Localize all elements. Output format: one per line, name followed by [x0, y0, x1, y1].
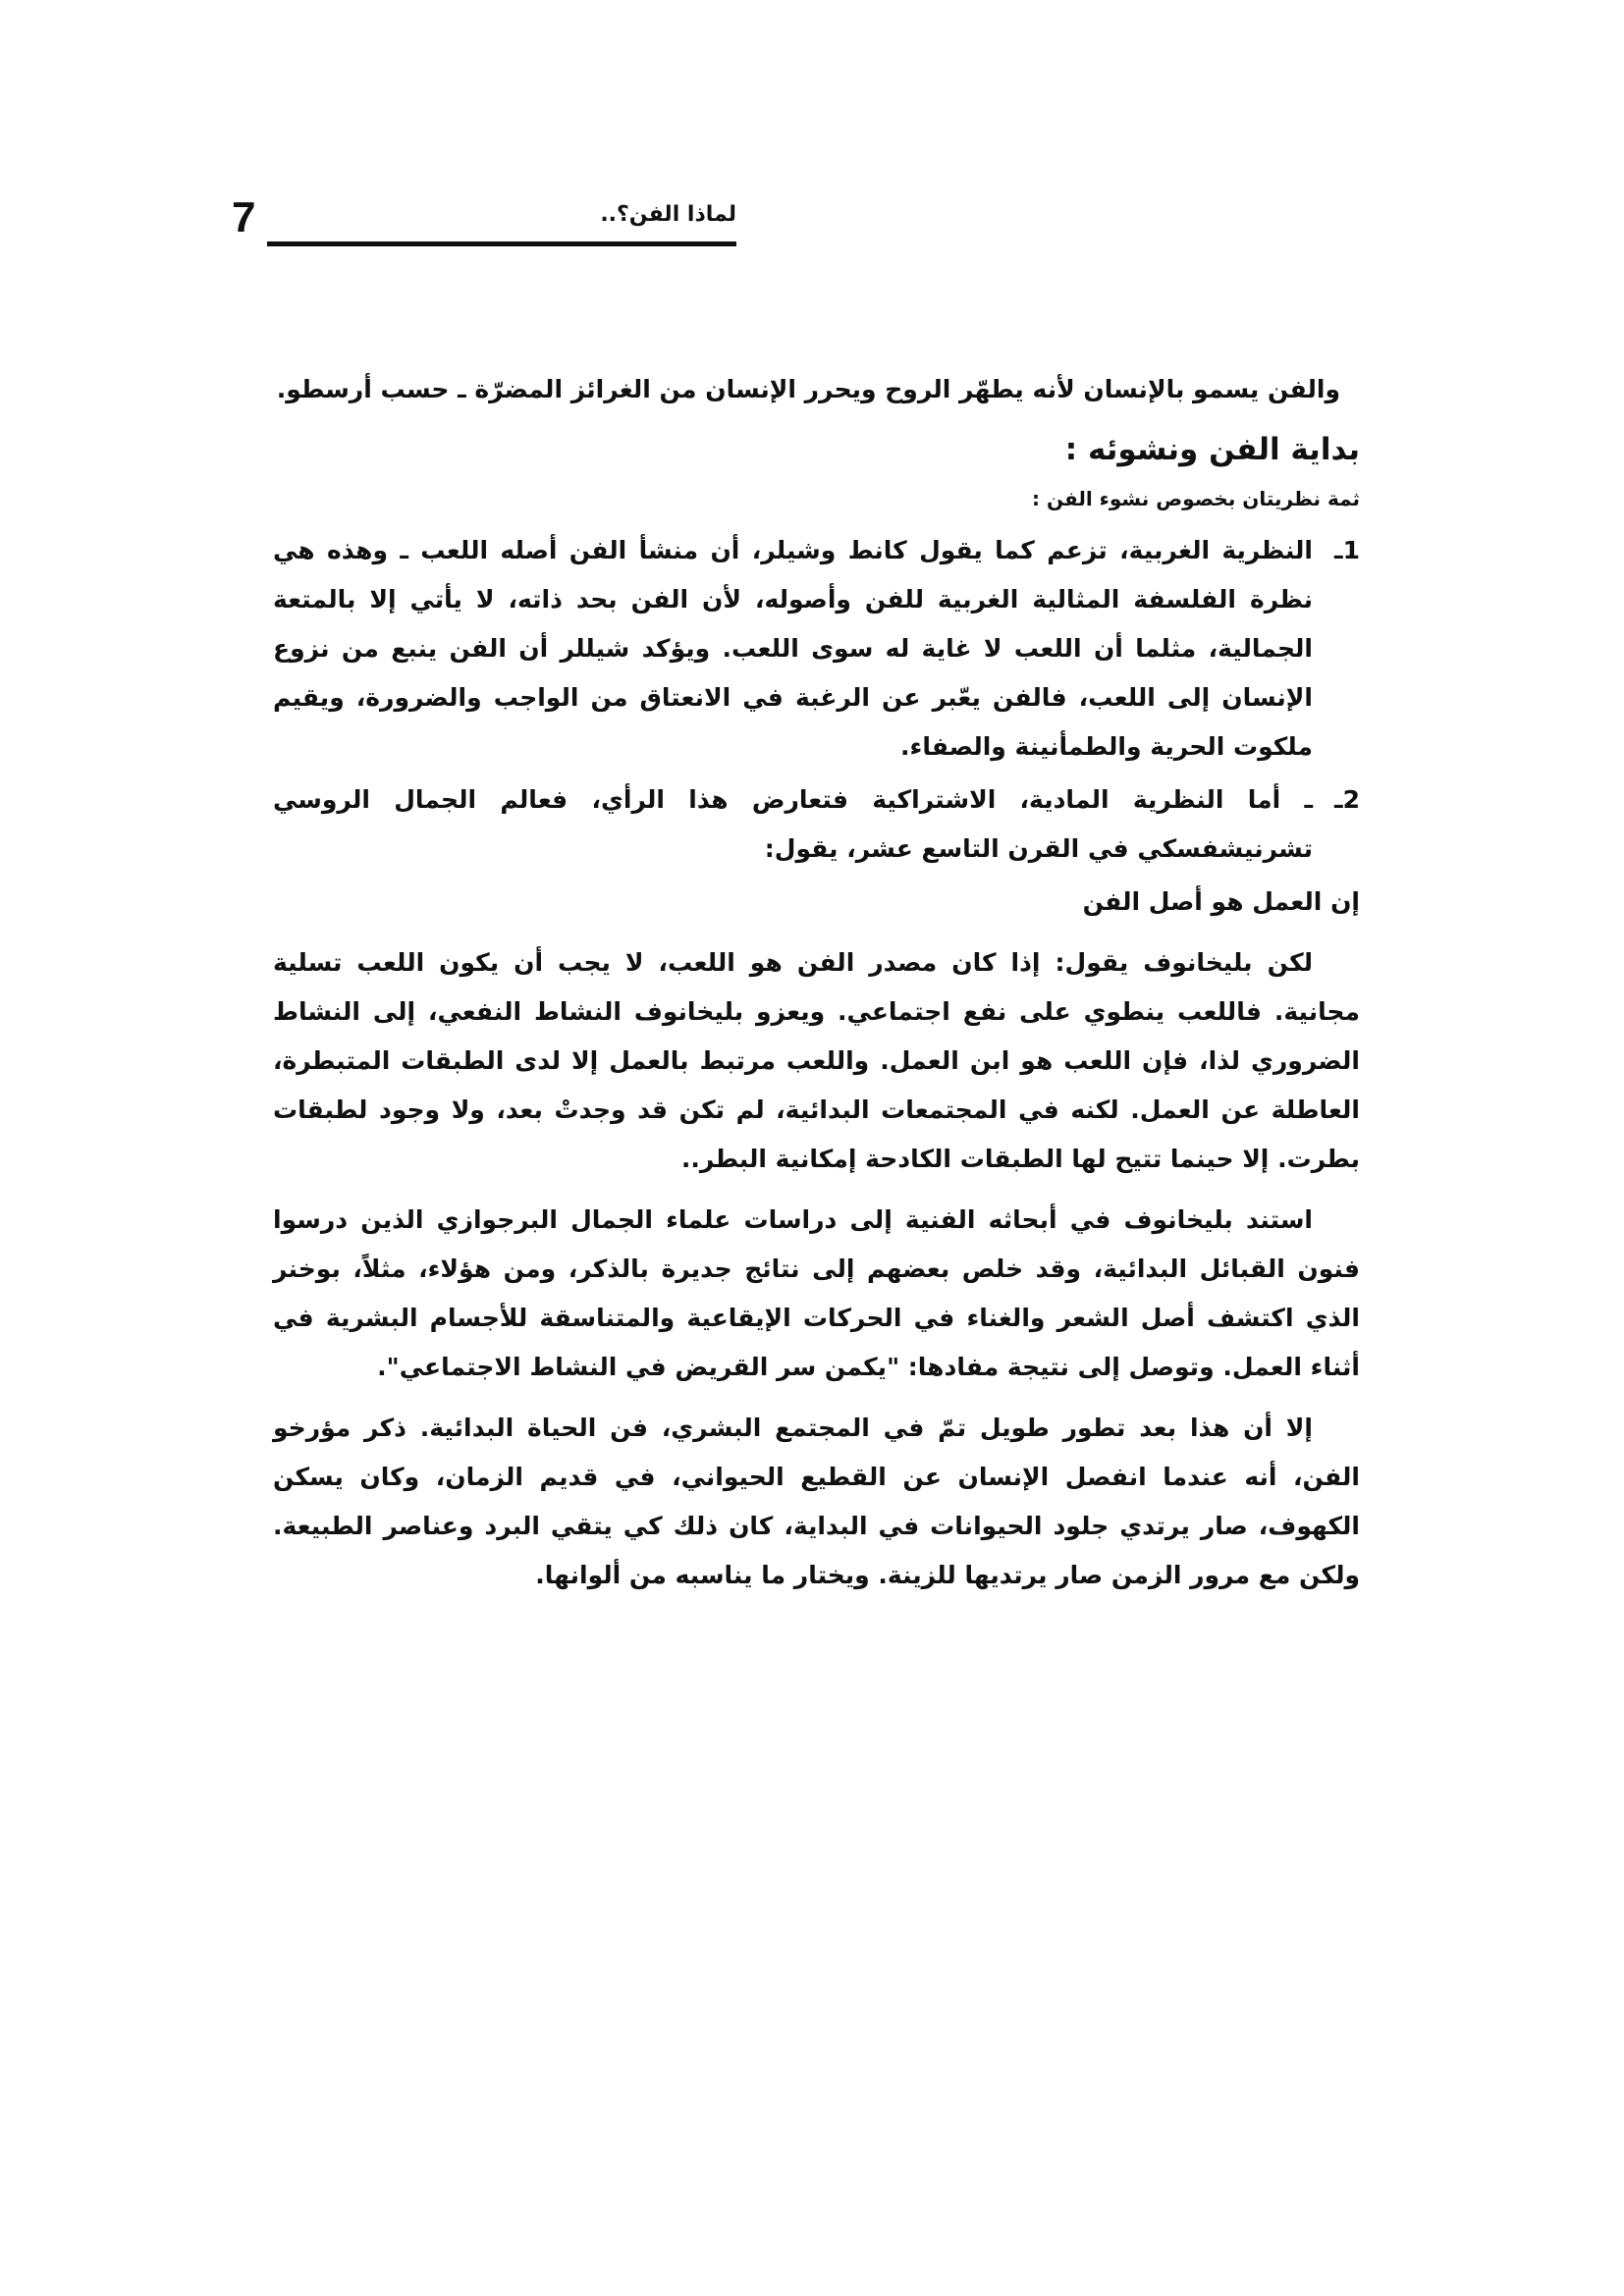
list-item: [273, 526, 1360, 772]
section-heading: بداية الفن ونشوئه :: [1064, 432, 1360, 467]
paragraph: استند بليخانوف في أبحاثه الفنية إلى دراسات علماء الجمال البرجوازي الذين درسوا فنون القبائل البدائية، وقد خلص بعضهم إلى نتائج جديرة بالذكر، ومن هؤلاء، مثلاً، بوخنر الذي اكتشف أصل الشعر والغناء في الحركات الإيقاعية والمتناسقة للأجسام البشرية في أثناء العمل. وتوصل إلى نتيجة مفادها: "يكمن سر القريض في النشاط الاجتماعي".: [273, 1205, 1360, 1381]
page-number: 7: [232, 193, 256, 241]
intro-line: ثمة نظريتان بخصوص نشوء الفن :: [1031, 487, 1360, 510]
opening-paragraph: والفن يسمو بالإنسان لأنه يطهّر الروح ويحرر الإنسان من الغرائز المضرّة ـ حسب أرسطو.: [276, 375, 1340, 403]
list-item-text: النظرية الغربية، تزعم كما يقول كانط وشيلر، أن منشأ الفن أصله اللعب ـ وهذه هي نظرة الفلسفة المثالية الغربية للفن وأصوله، لأن الفن بحد ذاته، لا يأتي إلا بالمتعة الجمالية، مثلما أن اللعب لا غاية له سوى اللعب. ويؤكد شيللر أن الفن ينبع من نزوع الإنسان إلى اللعب، فالفن يعّبر عن الرغبة في الانعتاق من الواجب والضرورة، ويقيم ملكوت الحرية والطمأنينة والصفاء.: [273, 536, 1313, 761]
paragraph: لكن بليخانوف يقول: إذا كان مصدر الفن هو اللعب، لا يجب أن يكون اللعب تسلية مجانية. فاللعب ينطوي على نفع اجتماعي. ويعزو بليخانوف النشاط النفعي، إلى النشاط الضروري لذا، فإن اللعب هو ابن العمل. واللعب مرتبط بالعمل إلا لدى الطبقات المتبطرة، العاطلة عن العمل. لكنه في المجتمعات البدائية، لم تكن قد وجدتْ بعد، ولا وجود لطبقات بطرت. إلا حينما تتيح لها الطبقات الكادحة إمكانية البطر..: [273, 948, 1360, 1173]
running-title: لماذا الفن؟..: [600, 202, 736, 227]
header-rule: [267, 241, 736, 246]
quote-line: إن العمل هو أصل الفن: [1082, 887, 1360, 916]
list-marker: 1ـ: [1334, 536, 1360, 564]
page-body: [273, 365, 1360, 1600]
paragraph: إلا أن هذا بعد تطور طويل تمّ في المجتمع البشري، فن الحياة البدائية. ذكر مؤرخو الفن، أنه عندما انفصل الإنسان عن القطيع الحيواني، في قديم الزمان، وكان يسكن الكهوف، صار يرتدي جلود الحيوانات في البداية، كان ذلك كي يتقي البرد وعناصر الطبيعة. ولكن مع مرور الزمن صار يرتديها للزينة. ويختار ما يناسبه من ألوانها.: [273, 1414, 1360, 1589]
list-item: [273, 775, 1360, 874]
list-marker: 2ـ: [1334, 785, 1360, 814]
theories-list: [273, 526, 1360, 874]
page-header: [232, 192, 736, 251]
list-item-text: ـ أما النظرية المادية، الاشتراكية فتعارض هذا الرأي، فعالم الجمال الروسي تشرنيشفسكي في القرن التاسع عشر، يقول:: [273, 785, 1313, 863]
